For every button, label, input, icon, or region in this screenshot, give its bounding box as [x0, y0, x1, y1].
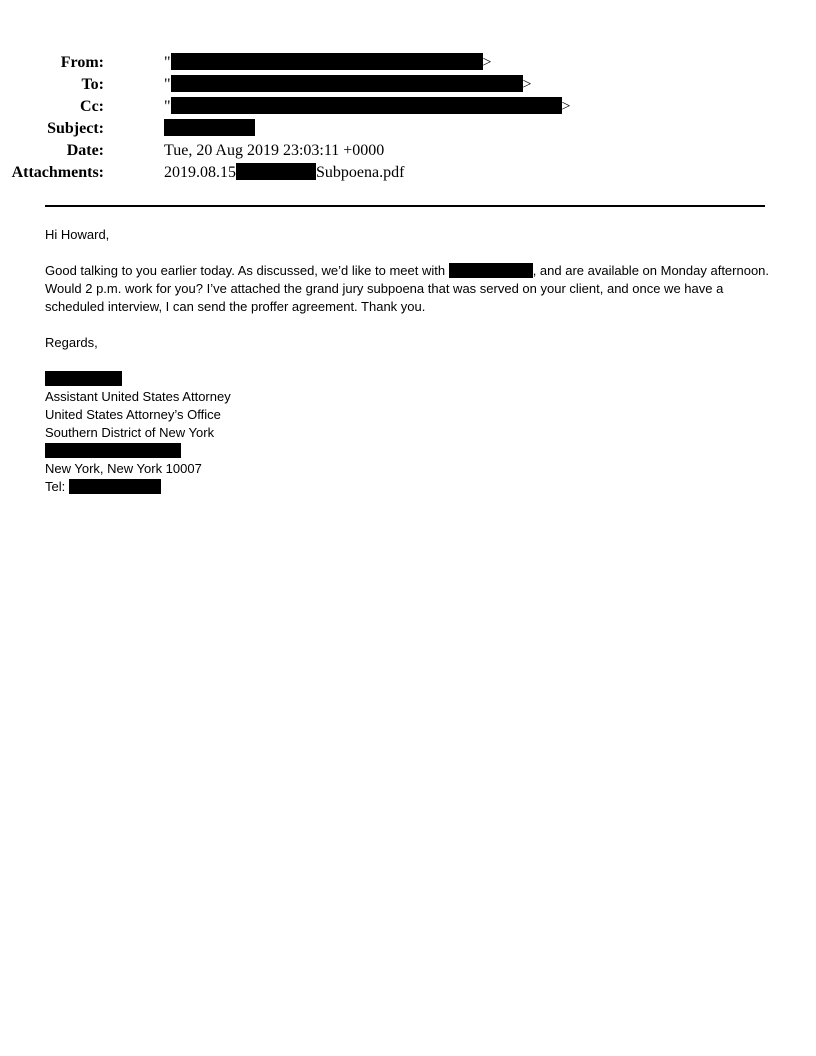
subject-row: [0, 118, 760, 140]
from-value: [164, 52, 492, 74]
signature-street: [45, 442, 770, 460]
redaction-block: [171, 53, 483, 70]
closing: Regards,: [45, 335, 98, 350]
to-label: To:: [81, 76, 104, 93]
signature-office: United States Attorney’s Office: [45, 407, 221, 422]
tel-label: Tel:: [45, 479, 69, 494]
signature-district: Southern District of New York: [45, 425, 215, 440]
redaction-block: [69, 479, 161, 494]
redaction-block: [171, 75, 523, 92]
date-value: Tue, 20 Aug 2019 23:03:11 +0000: [164, 142, 385, 159]
attachment-filename[interactable]: [164, 162, 404, 184]
email-body: [45, 226, 770, 496]
from-label: From:: [60, 54, 104, 71]
attachment-prefix: 2019.08.15: [164, 164, 236, 181]
redaction-block: [236, 163, 316, 180]
from-quote: ": [164, 54, 171, 71]
attachments-label: Attachments:: [11, 164, 104, 181]
to-quote: ": [164, 76, 171, 93]
body-text-part2: , and are available on Monday afternoon. Would 2 p.m. work for you? I’ve attached the grand jury subpoena that was served on your client, and once we have a scheduled interview, I can send the proffer agreement. Thank you.: [45, 263, 770, 314]
attachment-suffix: Subpoena.pdf: [316, 164, 405, 181]
to-row: [0, 74, 760, 96]
attachments-row: [0, 162, 760, 184]
redaction-block: [45, 371, 122, 386]
signature-title: Assistant United States Attorney: [45, 389, 231, 404]
body-text-part1: Good talking to you earlier today. As discussed, we’d like to meet with: [45, 263, 449, 278]
redaction-block: [171, 97, 562, 114]
from-bracket: >: [482, 54, 492, 71]
signature-city: New York, New York 10007: [45, 461, 202, 476]
signature-tel: [45, 478, 770, 496]
to-bracket: >: [522, 76, 532, 93]
cc-row: [0, 96, 760, 118]
cc-label: Cc:: [80, 98, 104, 115]
date-row: [0, 140, 760, 162]
body-paragraph: [45, 262, 770, 316]
cc-bracket: >: [561, 98, 571, 115]
date-label: Date:: [66, 142, 104, 159]
signature-block: [45, 370, 770, 496]
greeting: Hi Howard,: [45, 227, 110, 242]
subject-value: [164, 118, 255, 140]
to-value: [164, 74, 532, 96]
subject-label: Subject:: [47, 120, 104, 137]
email-header: [0, 52, 760, 184]
cc-quote: ": [164, 98, 171, 115]
signature-name: [45, 370, 770, 388]
cc-value: [164, 96, 571, 118]
header-divider: [45, 205, 765, 207]
redaction-block: [45, 443, 181, 458]
redaction-block: [164, 119, 255, 136]
from-row: [0, 52, 760, 74]
redaction-block: [449, 263, 533, 278]
